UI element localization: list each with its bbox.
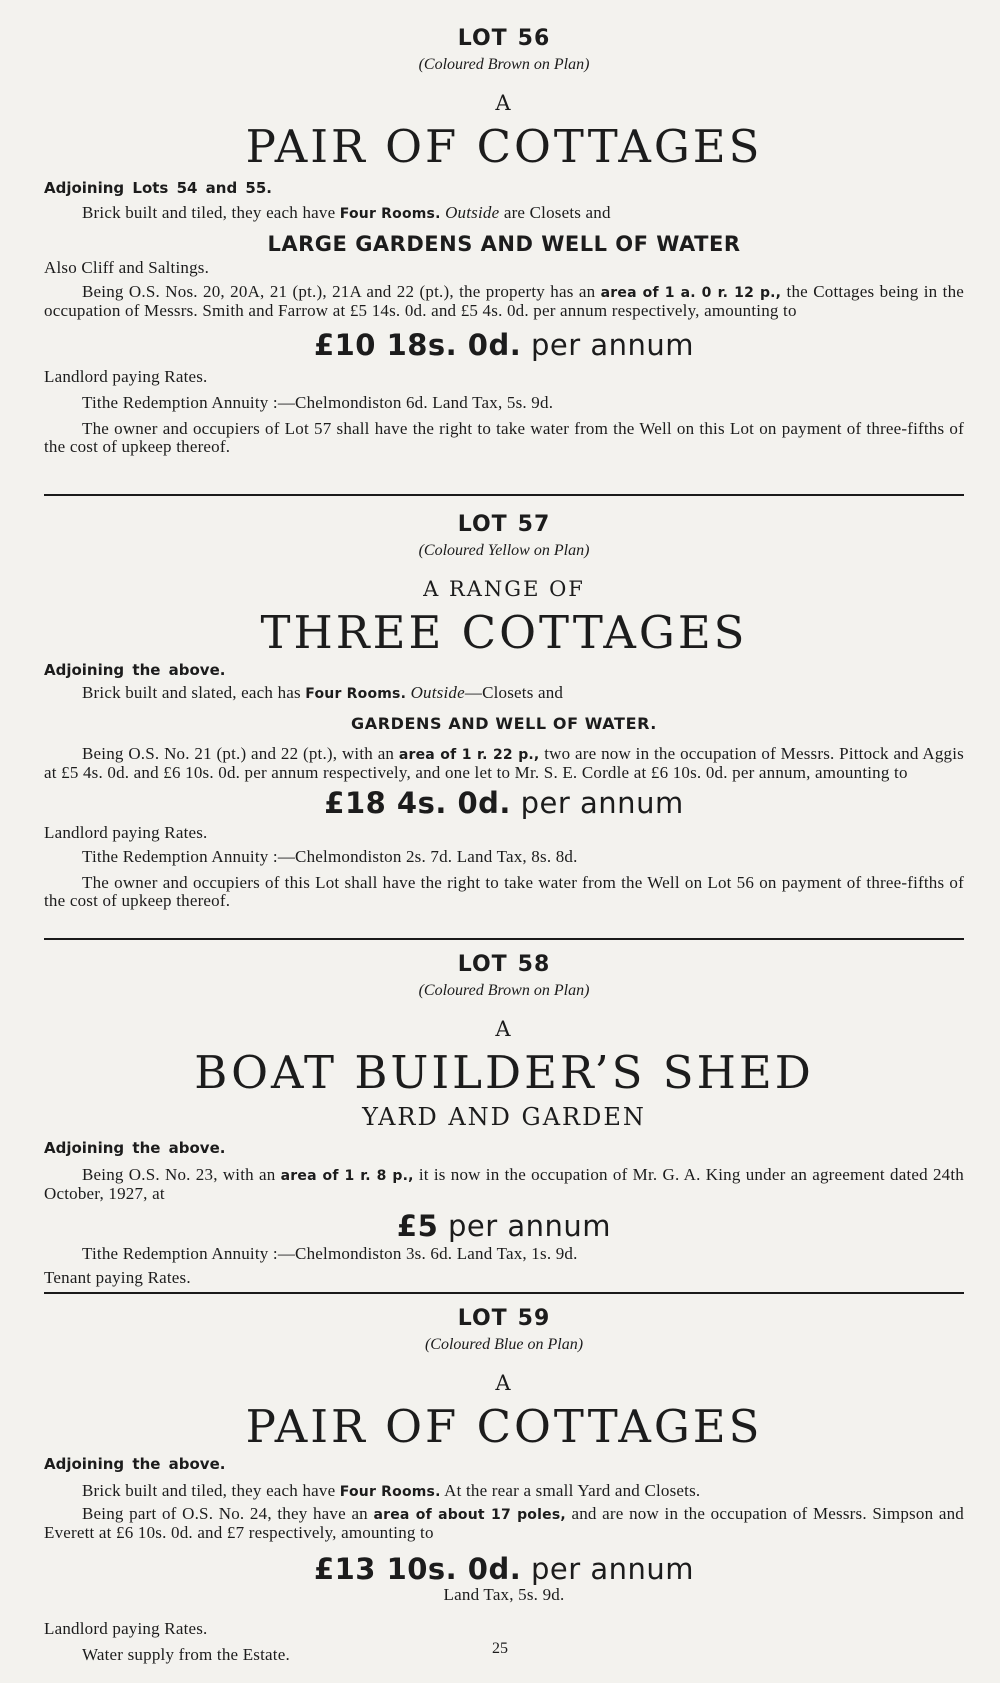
rent-amount: £5 [396,1209,439,1243]
adjoining-text: Adjoining the above. [44,1455,226,1473]
feature-heading: GARDENS AND WELL OF WATER. [350,714,657,733]
rent-line [44,786,964,820]
lot-title: PAIR OF COTTAGES [245,1400,763,1453]
tithe-text: Tithe Redemption Annuity :—Chelmondiston 6d. Land Tax, 5s. 9d. [82,393,554,412]
tithe-text: Tithe Redemption Annuity :—Chelmondiston 3s. 6d. Land Tax, 1s. 9d. [82,1244,578,1263]
plan-colour: (Coloured Brown on Plan) [418,56,590,73]
area-text: area of 1 r. 22 p., [398,747,540,763]
lot-59 [44,1306,964,1664]
rent-line [44,328,964,362]
rates-text: Landlord paying Rates. [44,1619,208,1638]
rent-line [44,1552,964,1586]
being-paragraph: Being O.S. Nos. 20, 20A, 21 (pt.), 21A and 22 (pt.), the property has an area of 1 a. 0 r. 12 p., the Cottages being in the occupation of Messrs. Smith and Farrow at £5 14s. 0d. and £5 4s. 0d. per annum respectively, amounting to [44,282,965,320]
area-text: area of about 17 poles, [373,1507,566,1523]
rent-amount: £13 10s. 0d. [313,1552,522,1586]
page-number: 25 [492,1640,508,1657]
adjoining-text: Adjoining the above. [44,1139,226,1157]
rent-suffix: per annum [448,1209,612,1243]
being-paragraph: Being part of O.S. No. 24, they have an area of about 17 poles, and are now in the occupation of Messrs. Simpson and Everett at £6 10s. 0d. and £7 respectively, amounting to [44,1504,964,1542]
rates-text: Landlord paying Rates. [44,823,208,842]
area-text: area of 1 r. 8 p., [280,1168,414,1184]
land-tax-text: Land Tax, 5s. 9d. [443,1585,565,1604]
rates-text: Tenant paying Rates. [44,1268,191,1287]
plan-colour: (Coloured Yellow on Plan) [418,542,590,559]
lot-heading: LOT 58 [457,952,551,977]
lot-title: BOAT BUILDER’S SHED [194,1046,814,1099]
water-note: The owner and occupiers of Lot 57 shall have the right to take water from the Well on this Lot on payment of three-fifths of the cost of upkeep thereof. [44,419,964,456]
pre-title: A [495,1371,513,1395]
area-text: area of 1 a. 0 r. 12 p., [600,285,782,301]
tithe-text: Tithe Redemption Annuity :—Chelmondiston 2s. 7d. Land Tax, 8s. 8d. [82,847,578,866]
pre-title: A RANGE OF [423,577,585,601]
lot-58 [44,952,964,1287]
adjoining-text: Adjoining Lots 54 and 55. [44,179,273,197]
plan-colour: (Coloured Blue on Plan) [424,1336,584,1353]
lot-title: PAIR OF COTTAGES [245,120,763,173]
lot-heading: LOT 59 [457,1306,551,1331]
water-supply-text: Water supply from the Estate. [82,1645,290,1664]
pre-title: A [495,1017,513,1041]
feature-heading: LARGE GARDENS AND WELL OF WATER [267,232,741,256]
water-note: The owner and occupiers of this Lot shall have the right to take water from the Well on Lot 56 on payment of three-fifths of the cost of upkeep thereof. [44,873,964,910]
lot-57 [44,512,964,910]
divider [44,494,964,496]
divider [44,938,964,940]
divider [44,1292,964,1294]
lot-56 [44,26,964,456]
rent-amount: £10 18s. 0d. [313,328,522,362]
being-paragraph: Being O.S. No. 23, with an area of 1 r. 8 p., it is now in the occupation of Mr. G. A. King under an agreement dated 24th October, 1927, at [44,1165,965,1203]
description: Brick built and tiled, they each have Four Rooms. At the rear a small Yard and Closets. [82,1481,701,1500]
description: Brick built and slated, each has Four Rooms. Outside—Closets and [82,683,564,702]
rent-suffix: per annum [520,786,684,820]
rates-text: Landlord paying Rates. [44,367,208,386]
lot-number: 57 [517,512,551,537]
lot-subtitle: YARD AND GARDEN [362,1103,646,1131]
lot-title: THREE COTTAGES [260,606,748,659]
description: Brick built and tiled, they each have Four Rooms. Outside are Closets and [82,203,611,222]
rent-line [44,1209,964,1243]
lot-heading: LOT 56 [457,26,551,51]
lot-number: 59 [517,1306,551,1331]
lot-number: 58 [517,952,551,977]
adjoining-text: Adjoining the above. [44,661,226,679]
rent-suffix: per annum [530,328,695,362]
pre-title: A [495,91,513,115]
rent-suffix: per annum [530,1552,695,1586]
also-text: Also Cliff and Saltings. [44,258,210,277]
lot-number: 56 [517,26,551,51]
plan-colour: (Coloured Brown on Plan) [418,982,590,999]
lot-heading: LOT 57 [457,512,551,537]
being-paragraph: Being O.S. No. 21 (pt.) and 22 (pt.), with an area of 1 r. 22 p., two are now in the occupation of Messrs. Pittock and Aggis at £5 4s. 0d. and £6 10s. 0d. per annum respectively, and one let to Mr. S. E. Cordle at £6 10s. 0d. per annum, amounting to [44,744,964,782]
rent-amount: £18 4s. 0d. [324,786,511,820]
